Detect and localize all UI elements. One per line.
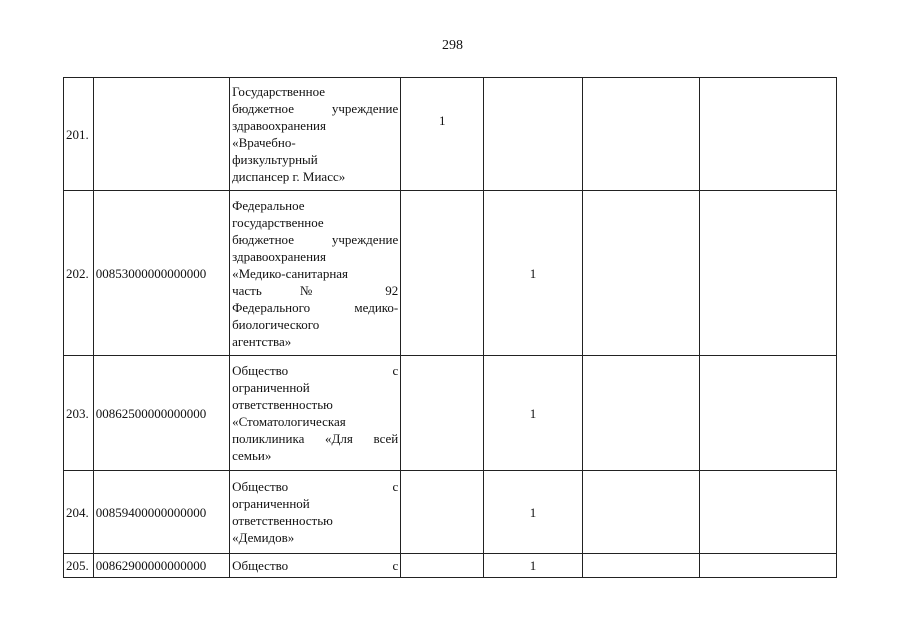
value-cell bbox=[484, 471, 582, 554]
org-name-line: Общество с bbox=[232, 363, 399, 378]
value-cell bbox=[401, 471, 484, 554]
page-number: 298 bbox=[442, 38, 463, 53]
value-cell bbox=[582, 554, 699, 578]
value-cell bbox=[401, 191, 484, 356]
row-number: 201. bbox=[64, 78, 94, 191]
value-cell bbox=[484, 191, 582, 356]
table-row bbox=[64, 78, 837, 191]
value-cell bbox=[401, 554, 484, 578]
value-cell bbox=[699, 554, 836, 578]
value-cell bbox=[401, 356, 484, 471]
value-text: 1 bbox=[529, 504, 537, 520]
value-cell bbox=[484, 554, 582, 578]
row-number: 205. bbox=[64, 554, 94, 578]
org-code: 00862900000000000 bbox=[93, 554, 229, 578]
value-text: 1 bbox=[529, 405, 537, 421]
table-row bbox=[64, 471, 837, 554]
org-name-line: физкультурный bbox=[232, 152, 318, 167]
org-name bbox=[230, 78, 401, 191]
org-name bbox=[230, 554, 401, 578]
value-cell bbox=[484, 356, 582, 471]
org-code: 00853000000000000 bbox=[93, 191, 229, 356]
org-name-line: «Врачебно- bbox=[232, 135, 296, 150]
value-cell bbox=[484, 78, 582, 191]
org-name-line: бюджетное учреждение bbox=[232, 231, 399, 247]
value-cell bbox=[699, 78, 836, 191]
org-name-line: бюджетное учреждение bbox=[232, 101, 399, 116]
org-name-line: здравоохранения bbox=[232, 118, 326, 133]
value-cell bbox=[699, 191, 836, 356]
org-code: 00862500000000000 bbox=[93, 356, 229, 471]
org-code: 00859400000000000 bbox=[93, 471, 229, 554]
org-name-line: государственное bbox=[232, 214, 324, 230]
org-name-line: здравоохранения bbox=[232, 248, 326, 264]
org-name-line: «Стоматологическая bbox=[232, 414, 346, 429]
org-name bbox=[230, 471, 401, 554]
value-cell bbox=[582, 78, 699, 191]
value-cell bbox=[582, 356, 699, 471]
org-name bbox=[230, 356, 401, 471]
org-name-line: часть № 92 bbox=[232, 282, 399, 298]
org-name bbox=[230, 191, 401, 356]
value-cell bbox=[699, 471, 836, 554]
org-name-line: Общество с bbox=[232, 558, 399, 573]
value-cell bbox=[699, 356, 836, 471]
org-name-line: диспансер г. Миасс» bbox=[232, 169, 346, 184]
org-name-line: Федеральное bbox=[232, 197, 305, 213]
org-name-line: «Демидов» bbox=[232, 530, 295, 545]
org-name-line: Федерального медико- bbox=[232, 299, 399, 315]
org-name-line: агентства» bbox=[232, 333, 292, 349]
org-name-line: Общество с bbox=[232, 479, 399, 494]
value-cell bbox=[401, 78, 484, 191]
org-name-line: поликлиника «Для всей bbox=[232, 431, 399, 446]
organizations-table bbox=[63, 77, 837, 578]
value-text: 1 bbox=[529, 265, 537, 281]
value-cell bbox=[582, 191, 699, 356]
row-number: 203. bbox=[64, 356, 94, 471]
table-row bbox=[64, 554, 837, 578]
org-name-line: биологического bbox=[232, 316, 320, 332]
value-cell bbox=[582, 471, 699, 554]
row-number: 204. bbox=[64, 471, 94, 554]
org-name-line: ответственностью bbox=[232, 397, 333, 412]
row-number: 202. bbox=[64, 191, 94, 356]
table-row bbox=[64, 356, 837, 471]
org-name-line: семьи» bbox=[232, 448, 272, 463]
org-name-line: ограниченной bbox=[232, 380, 310, 395]
org-name-line: ответственностью bbox=[232, 513, 333, 528]
value-text: 1 bbox=[529, 558, 537, 573]
org-code bbox=[93, 78, 229, 191]
org-name-line: ограниченной bbox=[232, 496, 310, 511]
table-row bbox=[64, 191, 837, 356]
org-name-line: «Медико-санитарная bbox=[232, 265, 349, 281]
value-text: 1 bbox=[439, 112, 446, 128]
org-name-line: Государственное bbox=[232, 84, 326, 99]
